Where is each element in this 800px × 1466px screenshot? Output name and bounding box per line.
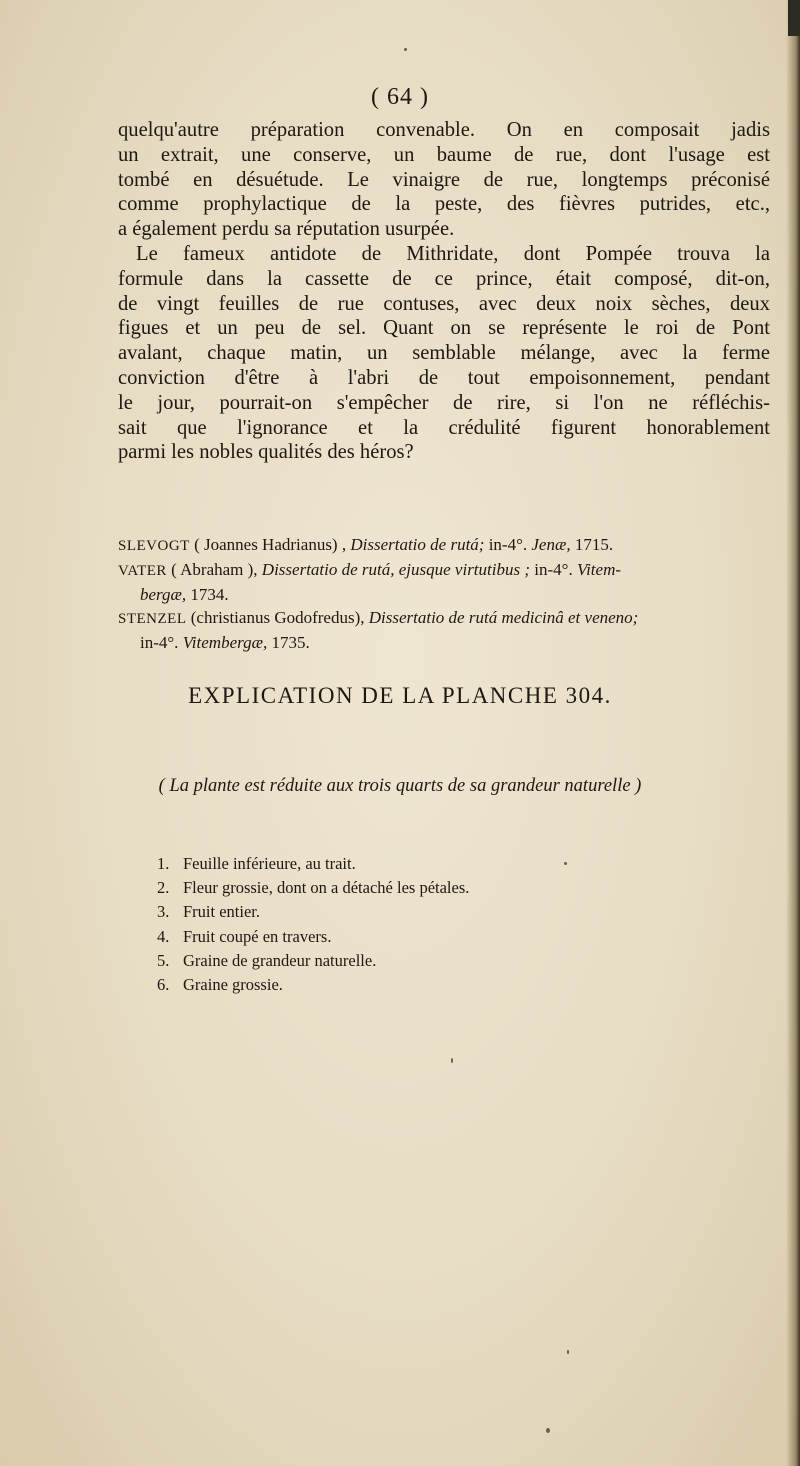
- reference-entry: [118, 558, 773, 606]
- plate-heading: EXPLICATION DE LA PLANCHE 304.: [188, 683, 612, 708]
- legend-number: 3.: [157, 902, 170, 922]
- text-line: quelqu'autre préparation convenable. On en composait jadis: [118, 119, 770, 141]
- ref-given-name: (christianus Godofredus),: [190, 608, 365, 627]
- text-line: formule dans la cassette de ce prince, était composé, dit-on,: [118, 267, 770, 290]
- ref-place-cont: bergæ,: [140, 585, 187, 604]
- body-text: [118, 118, 770, 465]
- ref-given-name: ( Abraham ),: [171, 560, 258, 579]
- legend-number: 1.: [157, 854, 170, 873]
- paper-speck: [451, 1058, 453, 1063]
- legend-text: Feuille inférieure, au trait.: [183, 854, 356, 873]
- list-item: [157, 852, 717, 876]
- list-item: [157, 949, 717, 973]
- text-line: figues et un peu de sel. Quant on se représente le roi de Pont: [118, 317, 770, 340]
- ref-title: Dissertatio de rutá, ejusque virtutibus ;: [261, 560, 531, 579]
- reference-entry: [118, 533, 773, 558]
- ref-format: in-4°.: [534, 560, 573, 579]
- corner-mark: [788, 0, 800, 36]
- text-line: de vingt feuilles de rue contuses, avec deux noix sèches, deux: [118, 292, 770, 315]
- legend-number: 2.: [157, 878, 170, 898]
- ref-format: in-4°.: [488, 535, 528, 554]
- text-line: le jour, pourrait-on s'empêcher de rire, si l'on ne réfléchis-: [118, 391, 770, 414]
- ref-place: Jenæ,: [531, 535, 571, 554]
- ref-year: 1715.: [574, 535, 614, 554]
- ref-format-cont: in-4°.: [140, 633, 179, 652]
- bibliography: [118, 533, 773, 654]
- paper-speck: [564, 862, 567, 865]
- ref-place: Vitem-: [576, 560, 622, 579]
- paper-speck: [567, 1350, 569, 1354]
- page-edge-shadow: [786, 0, 800, 1466]
- legend-number: 4.: [157, 926, 170, 946]
- ref-continuation: [118, 631, 773, 654]
- text-line: conviction d'être à l'abri de tout empoisonnement, pendant: [118, 366, 770, 389]
- ref-author: STENZEL: [118, 611, 187, 627]
- text-line: a également perdu sa réputation usurpée.: [118, 218, 455, 241]
- list-item: [157, 876, 717, 900]
- ref-author: SLEVOGT: [118, 538, 190, 554]
- list-item: [157, 900, 717, 924]
- text-line: tombé en désuétude. Le vinaigre de rue, longtemps préconisé: [118, 168, 770, 191]
- legend-number: 5.: [157, 950, 170, 970]
- text-line: comme prophylactique de la peste, des fièvres putrides, etc.,: [118, 193, 770, 216]
- ref-place-cont: Vitembergæ,: [182, 633, 268, 652]
- plate-legend: [157, 852, 717, 997]
- ref-title: Dissertatio de rutá;: [350, 535, 485, 554]
- legend-text: Graine de grandeur naturelle.: [183, 950, 377, 970]
- list-item: [157, 925, 717, 949]
- ref-year-cont: 1734.: [190, 585, 229, 604]
- ref-continuation: [118, 583, 773, 606]
- legend-text: Fleur grossie, dont on a détaché les pétales.: [183, 878, 470, 898]
- legend-number: 6.: [157, 975, 170, 995]
- text-line: sait que l'ignorance et la crédulité figurent honorablement: [118, 416, 770, 439]
- ref-title: Dissertatio de rutá medicinâ et veneno;: [368, 608, 639, 627]
- ref-author: VATER: [118, 563, 167, 579]
- legend-text: Fruit entier.: [183, 902, 260, 922]
- ref-given-name: ( Joannes Hadrianus) ,: [194, 535, 347, 554]
- list-item: [157, 973, 717, 997]
- text-line: avalant, chaque matin, un semblable mélange, avec la ferme: [118, 342, 770, 365]
- text-line: un extrait, une conserve, un baume de rue, dont l'usage est: [118, 143, 770, 166]
- text-line: parmi les nobles qualités des héros?: [118, 441, 414, 464]
- legend-text: Fruit coupé en travers.: [183, 926, 332, 946]
- paper-speck: [404, 48, 407, 51]
- legend-text: Graine grossie.: [183, 975, 283, 995]
- page-number: ( 64 ): [371, 84, 429, 110]
- text-line: Le fameux antidote de Mithridate, dont Pompée trouva la: [136, 242, 770, 265]
- plate-subtitle: ( La plante est réduite aux trois quarts de sa grandeur naturelle ): [158, 776, 642, 796]
- reference-entry: [118, 606, 773, 654]
- paper-speck: [546, 1428, 550, 1433]
- ref-year-cont: 1735.: [271, 633, 310, 652]
